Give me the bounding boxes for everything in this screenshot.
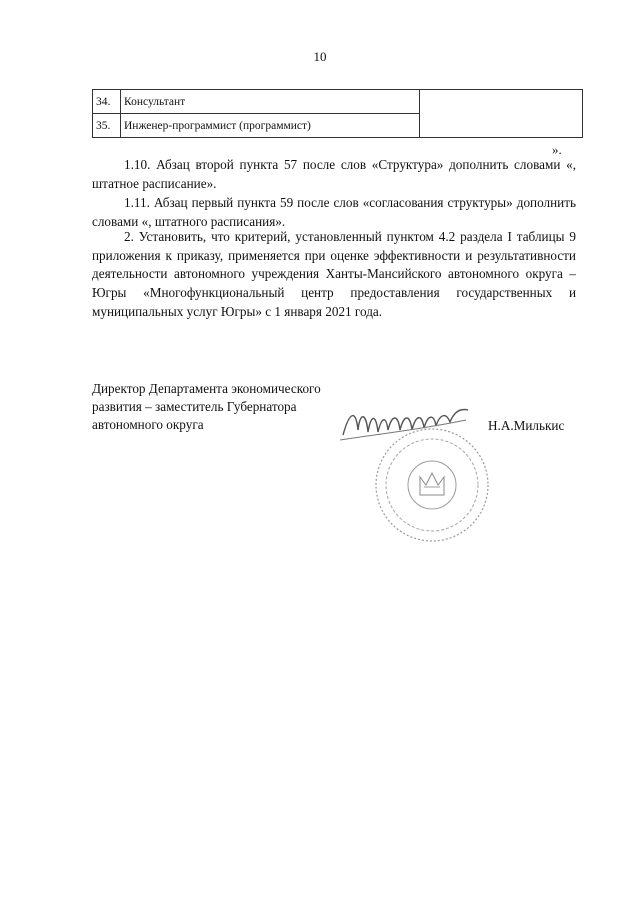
table-row [93, 90, 583, 114]
position-line: Директор Департамента экономического [92, 381, 321, 396]
positions-table [92, 89, 583, 138]
page-number: 10 [313, 49, 327, 64]
official-seal-icon [372, 425, 492, 545]
position-line: автономного округа [92, 417, 204, 432]
signer-position [92, 380, 321, 434]
paragraph-1-10 [92, 156, 576, 193]
row-number: 34. [93, 90, 121, 114]
paragraph-2 [92, 228, 576, 322]
paragraph-1-11 [92, 194, 576, 231]
position-name: Инженер-программист (программист) [121, 114, 420, 138]
paragraph-text: 1.10. Абзац второй пункта 57 после слов «Структура» дополнить словами «, штатное расписание». [92, 157, 576, 191]
closing-quote: ». [552, 142, 562, 157]
blank-cell [420, 90, 583, 138]
paragraph-text: 1.11. Абзац первый пункта 59 после слов «согласования структуры» дополнить словами «, штатного расписания». [92, 195, 576, 229]
signer-name: Н.А.Милькис [488, 418, 565, 433]
position-name: Консультант [121, 90, 420, 114]
row-number: 35. [93, 114, 121, 138]
position-line: развития – заместитель Губернатора [92, 399, 297, 414]
paragraph-text: 2. Установить, что критерий, установленный пунктом 4.2 раздела I таблицы 9 приложения к приказу, применяется при оценке эффективности и результативности деятельности автономного учреждения Ханты-Мансийского автономного округа – Югры «Многофункциональный центр предоставления государственных и муниципальных услуг Югры» с 1 января 2021 года. [92, 229, 576, 319]
